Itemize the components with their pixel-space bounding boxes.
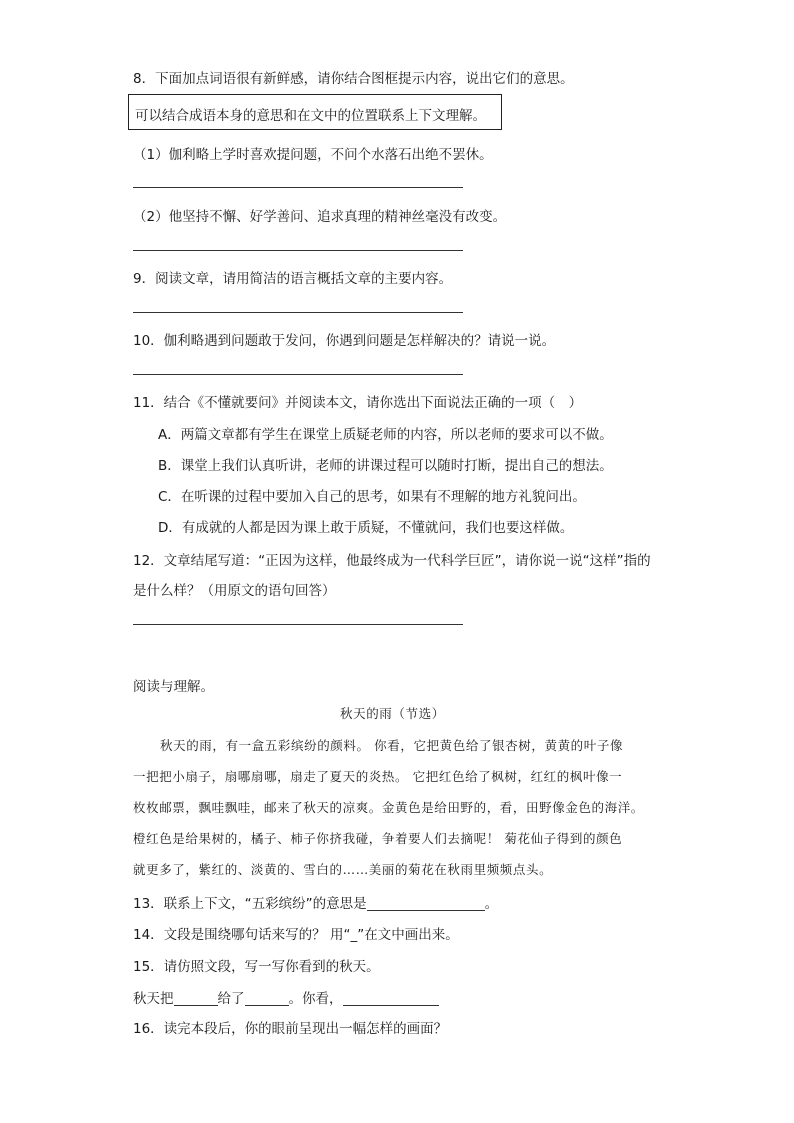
question-11-title: 11．结合《不懂就要问》并阅读本文，请你选出下面说法正确的一项（ ） <box>133 395 583 411</box>
passage-line: 就更多了，紫红的、淡黄的、雪白的……美丽的菊花在秋雨里频频点头。 <box>133 862 553 877</box>
option-d[interactable]: D．有成就的人都是因为课上敢于质疑，不懂就问，我们也要这样做。 <box>158 520 574 536</box>
question-12-line-2: 是什么样？（用原文的语句回答） <box>133 583 336 599</box>
fill-part-1: 秋天把 <box>133 991 174 1007</box>
question-8-sub-2: （2）他坚持不懈、好学善问、追求真理的精神丝毫没有改变。 <box>133 209 507 225</box>
question-15-fill <box>133 987 439 1007</box>
blank-15-1[interactable] <box>174 991 218 1006</box>
answer-line-9[interactable] <box>133 312 463 313</box>
question-8-title: 8．下面加点词语很有新鲜感，请你结合图框提示内容，说出它们的意思。 <box>133 71 574 87</box>
blank-15-3[interactable] <box>343 991 439 1006</box>
answer-line-8-2[interactable] <box>133 250 463 251</box>
passage-line: 橙红色是给果树的，橘子、柿子你挤我碰，争着要人们去摘呢！ 菊花仙子得到的颜色 <box>133 831 623 846</box>
question-13 <box>133 892 498 912</box>
answer-line-8-1[interactable] <box>133 187 463 188</box>
reading-heading: 阅读与理解。 <box>133 679 214 695</box>
passage-line: 秋天的雨，有一盒五彩缤纷的颜料。 你看，它把黄色给了银杏树，黄黄的叶子像 <box>160 738 624 753</box>
passage-line: 一把把小扇子，扇哪扇哪，扇走了夏天的炎热。 它把红色给了枫树，红红的枫叶像一 <box>133 769 623 784</box>
option-b[interactable]: B．课堂上我们认真听讲，老师的讲课过程可以随时打断，提出自己的想法。 <box>158 458 613 474</box>
fill-part-3: 。你看， <box>288 991 343 1007</box>
question-14: 14．文段是围绕哪句话来写的？ 用“_”在文中画出来。 <box>133 927 459 943</box>
question-13-suffix: 。 <box>484 896 499 912</box>
answer-line-10[interactable] <box>133 374 463 375</box>
option-c[interactable]: C．在听课的过程中要加入自己的思考，如果有不理解的地方礼貌问出。 <box>158 489 586 505</box>
passage-line: 枚枚邮票，飘哇飘哇，邮来了秋天的凉爽。金黄色是给田野的，看，田野像金色的海洋。 <box>133 800 644 815</box>
hint-text: 可以结合成语本身的意思和在文中的位置联系上下文理解。 <box>135 108 486 124</box>
blank-13[interactable] <box>367 896 485 911</box>
option-a[interactable]: A．两篇文章都有学生在课堂上质疑老师的内容，所以老师的要求可以不做。 <box>158 427 613 443</box>
fill-part-2: 给了 <box>217 991 245 1007</box>
question-10: 10．伽利略遇到问题敢于发问，你遇到问题是怎样解决的？请说一说。 <box>133 333 556 349</box>
question-9: 9．阅读文章，请用简洁的语言概括文章的主要内容。 <box>133 271 453 287</box>
passage-title: 秋天的雨（节选） <box>340 706 445 721</box>
blank-15-2[interactable] <box>245 991 289 1006</box>
question-12-line-1: 12．文章结尾写道：“正因为这样，他最终成为一代科学巨匠”，请你说一说“这样”指的 <box>133 553 651 569</box>
question-8-sub-1: （1）伽利略上学时喜欢提问题，不问个水落石出绝不罢休。 <box>133 147 493 163</box>
question-16: 16．读完本段后，你的眼前呈现出一幅怎样的画面？ <box>133 1021 448 1037</box>
question-15-title: 15．请仿照文段，写一写你看到的秋天。 <box>133 959 380 975</box>
question-13-prefix: 13．联系上下文，“五彩缤纷”的意思是 <box>133 896 367 912</box>
hint-box <box>128 94 502 130</box>
answer-line-12[interactable] <box>133 624 463 625</box>
